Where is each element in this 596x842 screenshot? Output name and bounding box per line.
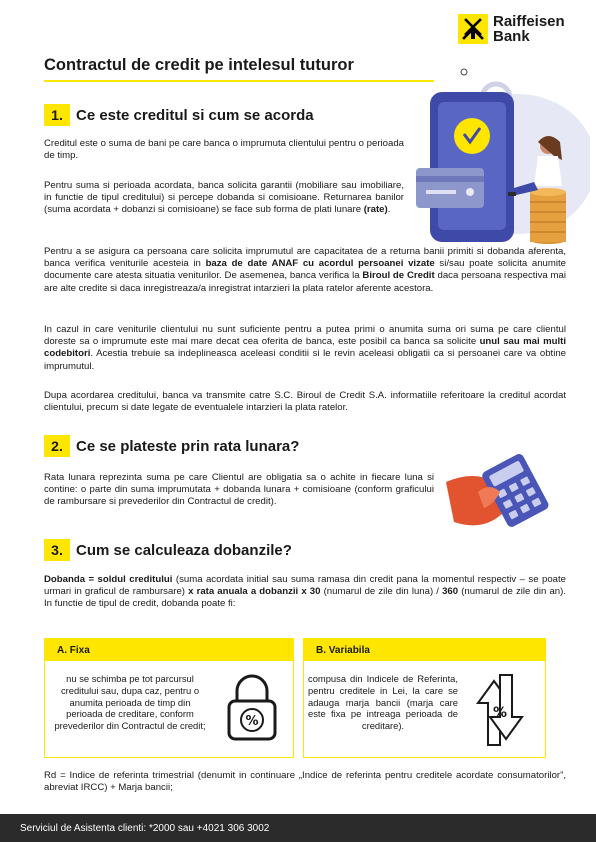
fixed-interest-box	[44, 638, 294, 758]
fixed-interest-title: A. Fixa	[45, 639, 293, 661]
rd-definition: Rd = Indice de referinta trimestrial (denumit in continuare „Indice de referinta pentru creditele acordate consumatorilor”, abreviat IRCC) + Marja bancii;	[44, 770, 566, 794]
footer-bar	[0, 814, 596, 842]
gable-cross-icon	[458, 14, 488, 44]
lock-percent-icon	[225, 671, 279, 743]
s1-paragraph-3: Pentru a se asigura ca persoana care solicita imprumutul are capacitatea de a returna banii primiti si dobanda aferenta, banca verifica veniturile acesteia in baza de date ANAF cu acordul persoanei vizate si/sau poate solicita anumite documente care atesta situatia veniturilor. De asemenea, banca verifica la Biroul de Credit daca persoana respectiva mai are alte credite si daca inregistreaza/a inregistrat intarzieri la plata ratelor aferente acestora.	[44, 246, 567, 294]
brand-logo	[458, 14, 584, 50]
phone-approval-illustration	[398, 64, 590, 244]
s2-paragraph-1: Rata lunara reprezinta suma pe care Clientul are obligatia sa o achite in fiecare luna si contine: o parte din suma imprumutata + dobanda lunara + comisioane (conform graficului de rambursare si prevederilor din Contractul de credit).	[44, 472, 434, 508]
section-3-title: Cum se calculeaza dobanzile?	[76, 542, 292, 559]
section-1-title: Ce este creditul si cum se acorda	[76, 107, 314, 124]
section-2-number: 2.	[44, 435, 70, 457]
s1-paragraph-5: Dupa acordarea creditului, banca va transmite catre S.C. Biroul de Credit S.A. informatiile referitoare la creditul acordat clientului, precum si date legate de eventualele intarzieri la plata ratelor.	[44, 390, 566, 414]
brand-line1: Raiffeisen	[493, 13, 565, 30]
s1-paragraph-4: In cazul in care veniturile clientului nu sunt suficiente pentru a putea primi o anumita suma ori suma pe care clientul doreste sa o imprumute este mai mare decat cea oferita de banca, este posibil ca banca sa solicite unul sau mai multi codebitori. Acestia trebuie sa indeplineasca aceleasi conditii si le revin aceleasi obligatii ca si persoanei care va obtine imprumutul.	[44, 324, 566, 372]
customer-service-text: Serviciul de Asistenta clienti: *2000 sau +4021 306 3002	[20, 822, 270, 834]
variable-interest-title: B. Variabila	[304, 639, 545, 661]
section-1-number: 1.	[44, 104, 70, 126]
fixed-interest-text: nu se schimba pe tot parcursul creditului sau, dupa caz, pentru o anumita perioada de timp din perioada de creditare, conform prevederilor din Contractul de credit;	[54, 673, 206, 732]
page-title: Contractul de credit pe intelesul tuturor	[44, 56, 354, 74]
s1-paragraph-2: Pentru suma si perioada acordata, banca solicita garantii (mobiliare sau imobiliare, in functie de tipul creditului) si percepe dobanda si comisioane. Returnarea banilor (suma acordata + dobanzi si comisioane) se face sub forma de plati lunare (rate).	[44, 180, 404, 216]
calculator-hand-illustration	[444, 452, 554, 534]
title-underline	[44, 80, 434, 82]
section-2-title: Ce se plateste prin rata lunara?	[76, 438, 300, 455]
up-down-arrows-percent-icon	[474, 673, 526, 747]
s1-paragraph-1: Creditul este o suma de bani pe care banca o imprumuta clientului pentru o perioada de timp.	[44, 138, 404, 162]
brand-line2: Bank	[493, 28, 530, 45]
section-3-number: 3.	[44, 539, 70, 561]
variable-interest-text: compusa din Indicele de Referinta, pentru creditele in Lei, la care se adauga marja bancii (marja care este fixa pe intreaga perioada de creditare).	[308, 673, 458, 732]
s3-paragraph-1: Dobanda = soldul creditului (suma acordata initial sau suma ramasa din credit pana la momentul respectiv – se poate urmari in graficul de rambursare) x rata anuala a dobanzii x 30 (numarul de zile din luna) / 360 (numarul de zile din an). In functie de tipul de credit, dobanda poate fi:	[44, 574, 566, 610]
arrows-percent-glyph: %	[492, 705, 508, 721]
lock-percent-glyph: %	[245, 714, 259, 729]
variable-interest-box	[303, 638, 546, 758]
